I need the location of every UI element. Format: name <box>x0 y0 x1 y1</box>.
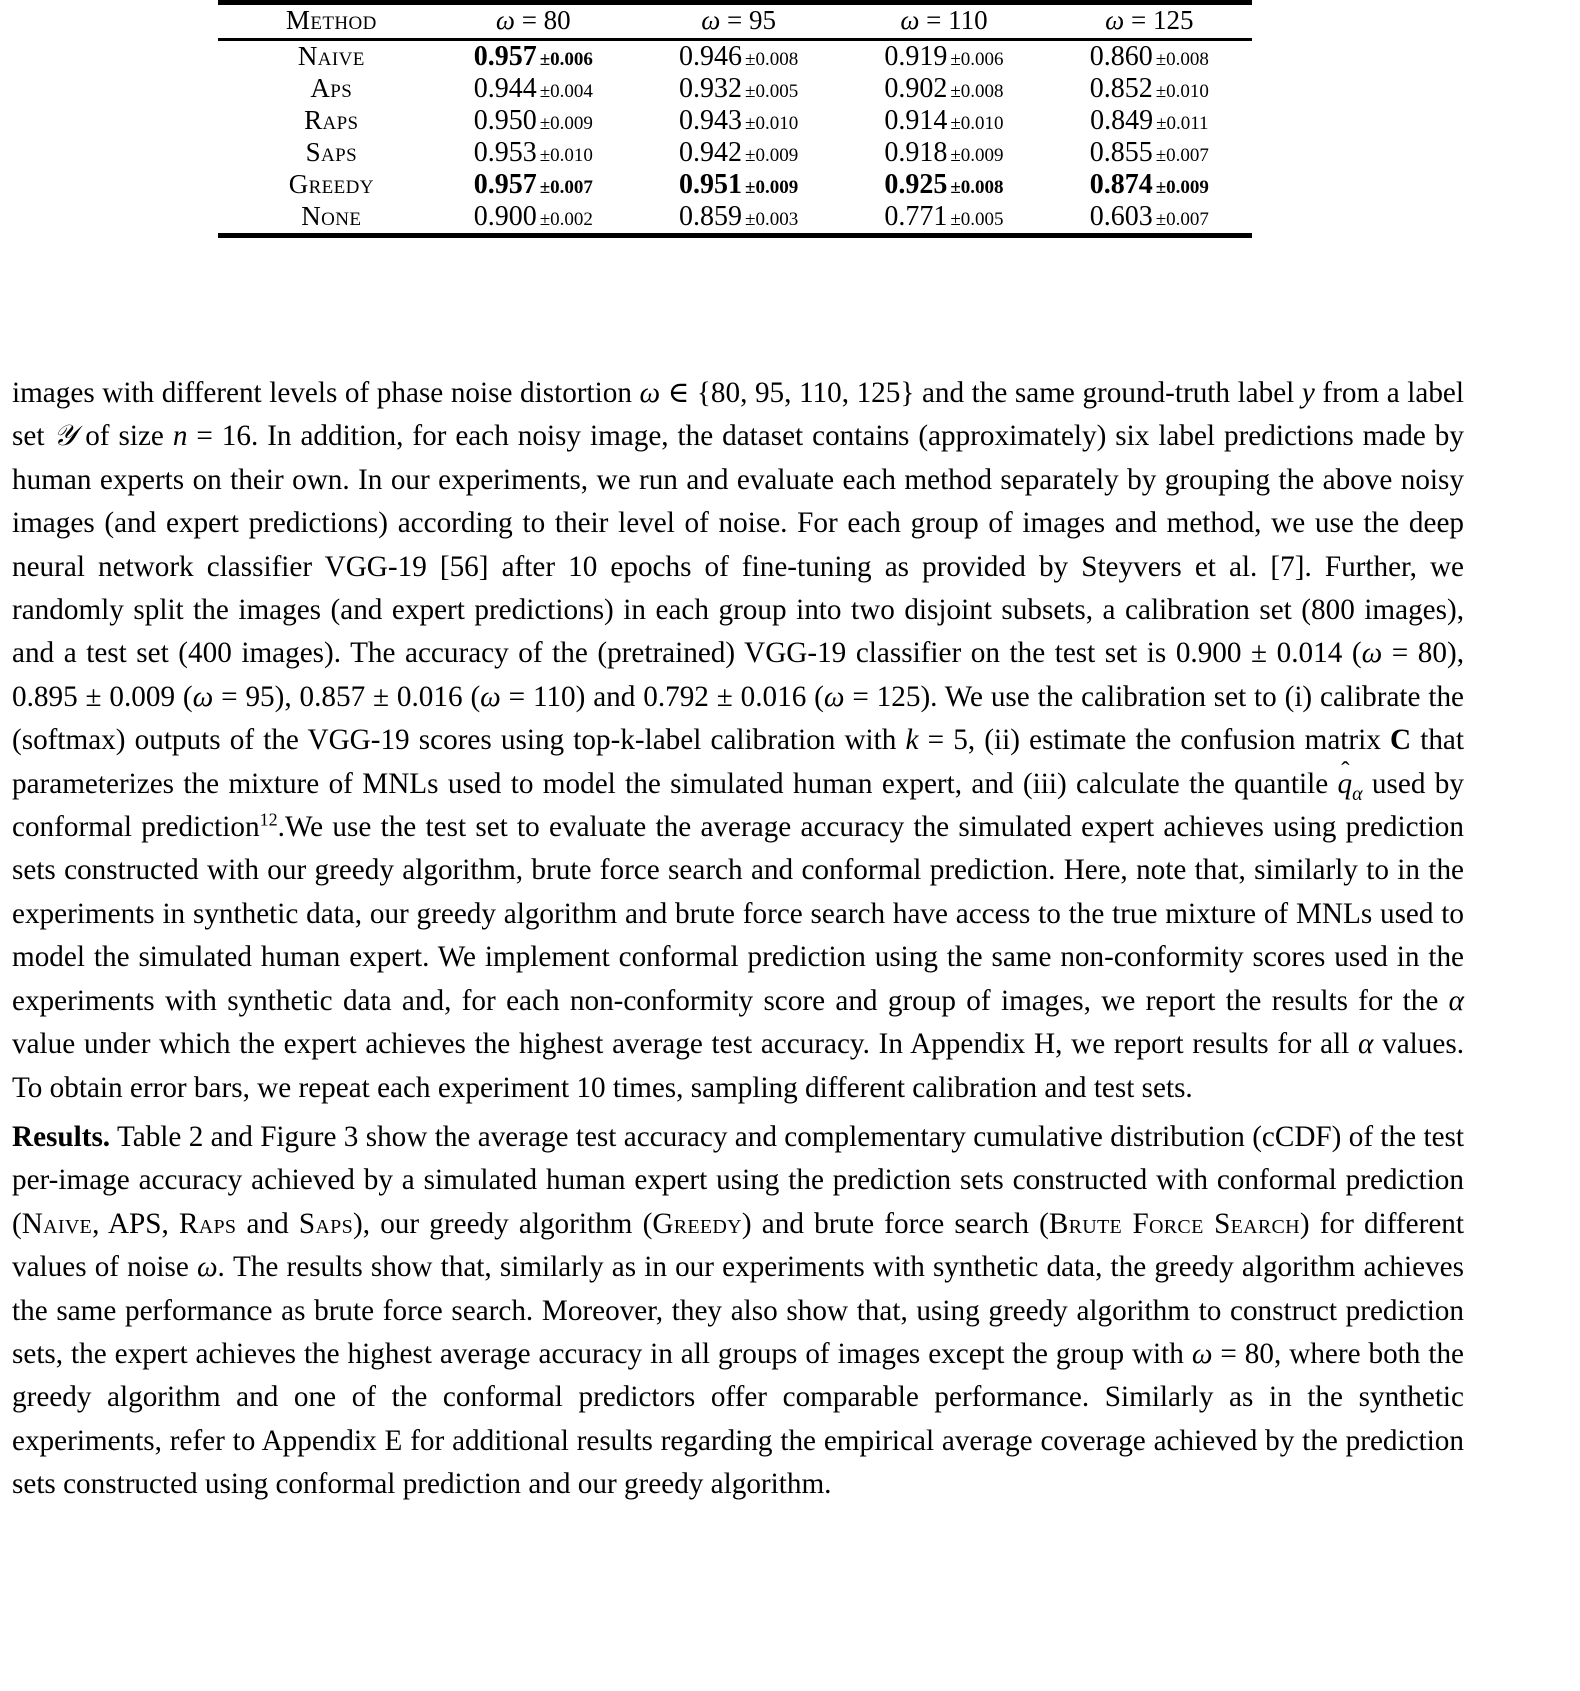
cell-mean: 0.918 <box>884 137 948 168</box>
results-table <box>218 5 1252 36</box>
method-name-brute-force-search: Brute Force Search <box>1048 1207 1300 1240</box>
method-label: Saps <box>305 137 358 167</box>
omega-symbol-p2-1: ω <box>196 1251 218 1284</box>
omega-glyph: ω <box>701 5 721 35</box>
alpha-symbol-2: α <box>1358 1028 1374 1061</box>
k-symbol: k <box>905 724 919 757</box>
table-bottom-rule <box>218 233 1252 238</box>
method-name-greedy: Greedy <box>652 1207 742 1240</box>
omega-symbol-p2-2: ω <box>1191 1337 1213 1370</box>
p2-text-h: = 80, where both the greedy algorithm and one of the conformal predictors offer comparable performance. Similarly as in the synthetic experiments, refer to Appendix E for additional results regarding the empirical average coverage achieved by the prediction sets constructed using conformal prediction and our greedy algorithm. <box>12 1337 1464 1501</box>
p2-text-c: and <box>236 1207 299 1240</box>
p1-text-k: that parameterizes the mixture of MNLs used to model the simulated human expert, and (iii) calculate the quantile <box>12 724 1464 800</box>
cell-error: ±0.009 <box>745 177 799 198</box>
cell-error: ±0.006 <box>950 49 1004 70</box>
p1-text-e: = 16. In addition, for each noisy image, the dataset contains (approximately) six label predictions made by human experts on their own. In our experiments, we run and evaluate each method separately by grouping the above noisy images (and expert predictions) according to their level of noise. For each group of images and method, we use the deep neural network classifier VGG-19 [56] after 10 epochs of fine-tuning as provided by Steyvers et al. [7]. Further, we randomly split the images (and expert predictions) in each group into two disjoint subsets, a calibration set (800 images), and a test set (400 images). The accuracy of the (pretrained) VGG-19 classifier on the test set is 0.900 ± 0.014 ( <box>12 420 1464 670</box>
column-header-omega-80 <box>431 5 636 36</box>
table-cell-method-none <box>218 201 431 233</box>
cell-error: ±0.010 <box>950 113 1004 134</box>
cell-error: ±0.007 <box>539 177 593 198</box>
omega-glyph: ω <box>495 5 515 35</box>
column-header-omega-110 <box>841 5 1046 36</box>
table-cell-value <box>1047 137 1252 169</box>
cell-mean: 0.849 <box>1090 105 1154 136</box>
table-cell-value <box>431 73 636 105</box>
cell-mean: 0.902 <box>884 73 948 104</box>
table-cell-value <box>1047 169 1252 201</box>
p2-text-b: , APS, <box>92 1207 179 1240</box>
p1-text-h: = 110) and 0.792 ± 0.016 ( <box>500 680 824 713</box>
table-cell-value <box>841 201 1046 233</box>
omega-value: = 125 <box>1124 5 1194 35</box>
column-header-omega-95 <box>636 5 841 36</box>
cell-mean: 0.951 <box>679 169 743 200</box>
footnote-marker-12: 12 <box>259 809 278 830</box>
method-name-naive: Naive <box>21 1207 93 1240</box>
paragraph-results <box>12 1116 1464 1507</box>
cell-error: ±0.011 <box>1156 113 1209 134</box>
p1-text-j: = 5, (ii) estimate the confusion matrix <box>918 724 1390 757</box>
cell-mean: 0.957 <box>473 41 537 72</box>
cell-mean: 0.953 <box>473 137 537 168</box>
alpha-subscript: α <box>1352 782 1363 805</box>
cell-error: ±0.009 <box>745 145 799 166</box>
cell-mean: 0.950 <box>473 105 537 136</box>
cell-error: ±0.005 <box>950 209 1004 230</box>
table-row <box>218 137 1252 169</box>
cell-error: ±0.002 <box>539 209 593 230</box>
cell-error: ±0.008 <box>1155 49 1209 70</box>
results-label: Results. <box>12 1120 111 1153</box>
results-table-container <box>218 0 1252 238</box>
table-cell-method-greedy <box>218 169 431 201</box>
label-set-symbol: 𝒴 <box>53 420 77 453</box>
cell-mean: 0.914 <box>884 105 948 136</box>
cell-error: ±0.008 <box>745 49 799 70</box>
alpha-symbol-1: α <box>1448 984 1464 1017</box>
table-cell-value <box>636 137 841 169</box>
p1-text-m: .We use the test set to evaluate the average accuracy the simulated expert achieves using prediction sets constructed with our greedy algorithm, brute force search and conformal prediction. Here, note that, similarly to in the experiments in synthetic data, our greedy algorithm and brute force search have access to the true mixture of MNLs used to model the simulated human expert. We implement conformal prediction using the same non-conformity scores used in the experiments with synthetic data and, for each non-conformity score and group of images, we report the results for the <box>12 811 1464 1017</box>
table-row <box>218 169 1252 201</box>
column-header-omega-125 <box>1047 5 1252 36</box>
cell-error: ±0.010 <box>539 145 593 166</box>
omega-symbol-80: ω <box>1361 637 1383 670</box>
table-cell-value <box>841 73 1046 105</box>
body-text <box>12 372 1464 1507</box>
cell-mean: 0.957 <box>473 169 537 200</box>
method-name-raps: Raps <box>178 1207 237 1240</box>
p1-text-o: values. To obtain error bars, we repeat each experiment 10 times, sampling different calibration and test sets. <box>12 1028 1464 1104</box>
cell-error: ±0.010 <box>1155 81 1209 102</box>
cell-error: ±0.009 <box>1155 177 1209 198</box>
p1-text-g: = 95), 0.857 ± 0.016 ( <box>213 680 481 713</box>
quantile-symbol <box>1338 763 1353 806</box>
table-cell-method-aps <box>218 73 431 105</box>
cell-mean: 0.874 <box>1089 169 1153 200</box>
omega-glyph: ω <box>1105 5 1125 35</box>
omega-glyph: ω <box>900 5 920 35</box>
cell-mean: 0.943 <box>679 105 743 136</box>
table-cell-value <box>636 201 841 233</box>
p2-text-g: . The results show that, similarly as in our experiments with synthetic data, the greedy algorithm achieves the same performance as brute force search. Moreover, they also show that, using greedy algorithm to construct prediction sets, the expert achieves the highest average accuracy in all groups of images except the group with <box>12 1251 1464 1370</box>
p1-text-l: used by conformal prediction <box>12 767 1464 844</box>
p1-text-n: value under which the expert achieves the highest average test accuracy. In Appendix H, we report results for all <box>12 1028 1359 1061</box>
omega-symbol-110: ω <box>480 680 501 713</box>
table-cell-value <box>431 41 636 73</box>
table-cell-value <box>1047 201 1252 233</box>
cell-error: ±0.009 <box>539 113 593 134</box>
method-label: Greedy <box>288 169 374 199</box>
table-cell-value <box>431 137 636 169</box>
paragraph-experimental-setup <box>12 372 1464 1110</box>
table-cell-value <box>431 105 636 137</box>
cell-error: ±0.009 <box>950 145 1004 166</box>
column-header-method-label: Method <box>285 5 377 35</box>
table-cell-value <box>431 169 636 201</box>
omega-value: = 110 <box>919 5 988 35</box>
cell-mean: 0.944 <box>473 73 537 104</box>
cell-mean: 0.942 <box>679 137 743 168</box>
p1-text-a: images with different levels of phase noise distortion <box>12 377 640 409</box>
table-cell-value <box>1047 41 1252 73</box>
method-label: None <box>301 201 362 231</box>
y-symbol: y <box>1301 377 1315 409</box>
cell-mean: 0.919 <box>884 41 948 72</box>
table-cell-method-raps <box>218 105 431 137</box>
omega-symbol-95: ω <box>192 680 214 713</box>
table-row <box>218 105 1252 137</box>
method-name-saps: Saps <box>298 1207 353 1240</box>
results-table-body <box>218 41 1252 233</box>
table-cell-value <box>841 105 1046 137</box>
method-label: Raps <box>304 105 359 135</box>
confusion-matrix-symbol: C <box>1389 724 1412 757</box>
p1-text-b: ∈ {80, 95, 110, 125} and the same ground-truth label <box>660 377 1302 409</box>
cell-mean: 0.925 <box>884 169 948 200</box>
table-cell-value <box>636 105 841 137</box>
method-label: Aps <box>310 73 353 103</box>
p1-text-i: = 125). We use the calibration set to (i) calibrate the (softmax) outputs of the VGG-19 scores using top-k-label calibration with <box>12 680 1464 757</box>
table-row <box>218 41 1252 73</box>
cell-mean: 0.855 <box>1089 137 1153 168</box>
cell-error: ±0.007 <box>1155 209 1209 230</box>
q-letter: q <box>1337 767 1353 800</box>
cell-mean: 0.859 <box>679 201 743 232</box>
method-label: Naive <box>297 41 365 71</box>
p2-text-d: ), our greedy algorithm ( <box>353 1207 653 1240</box>
cell-error: ±0.008 <box>950 177 1004 198</box>
table-cell-value <box>841 137 1046 169</box>
cell-mean: 0.900 <box>473 201 537 232</box>
cell-error: ±0.005 <box>745 81 799 102</box>
p2-text-f: ) for different values of noise <box>12 1207 1464 1284</box>
table-cell-method-saps <box>218 137 431 169</box>
cell-mean: 0.852 <box>1089 73 1153 104</box>
cell-mean: 0.932 <box>679 73 743 104</box>
table-cell-value <box>636 73 841 105</box>
p1-text-d: of size <box>76 420 173 453</box>
table-row <box>218 73 1252 105</box>
table-cell-value <box>1047 105 1252 137</box>
cell-error: ±0.006 <box>539 49 593 70</box>
table-cell-value <box>431 201 636 233</box>
omega-symbol: ω <box>639 377 661 409</box>
cell-error: ±0.004 <box>539 81 593 102</box>
cell-error: ±0.007 <box>1155 145 1209 166</box>
omega-symbol-125: ω <box>823 680 845 713</box>
cell-mean: 0.946 <box>679 41 743 72</box>
table-cell-method-naive <box>218 41 431 73</box>
column-header-method <box>218 5 431 36</box>
cell-error: ±0.003 <box>745 209 799 230</box>
table-header-row <box>218 5 1252 36</box>
omega-value: = 95 <box>720 5 777 35</box>
table-cell-value <box>841 169 1046 201</box>
cell-error: ±0.008 <box>950 81 1004 102</box>
cell-mean: 0.771 <box>884 201 948 232</box>
table-cell-value <box>1047 73 1252 105</box>
cell-mean: 0.860 <box>1089 41 1153 72</box>
table-cell-value <box>841 41 1046 73</box>
cell-mean: 0.603 <box>1089 201 1153 232</box>
hat-accent <box>1338 750 1353 793</box>
p2-text-a: Table 2 and Figure 3 show the average test accuracy and complementary cumulative distribution (cCDF) of the test per-image accuracy achieved by a simulated human expert using the prediction sets constructed with conformal prediction ( <box>12 1120 1464 1240</box>
p2-text-e: ) and brute force search ( <box>741 1207 1049 1240</box>
p1-text-c: from a label set <box>12 377 1464 453</box>
table-cell-value <box>636 169 841 201</box>
table-row <box>218 201 1252 233</box>
n-symbol: n <box>172 420 188 453</box>
p1-text-f: = 80), 0.895 ± 0.009 ( <box>12 637 1464 713</box>
table-cell-value <box>636 41 841 73</box>
cell-error: ±0.010 <box>745 113 799 134</box>
omega-value: = 80 <box>514 5 571 35</box>
